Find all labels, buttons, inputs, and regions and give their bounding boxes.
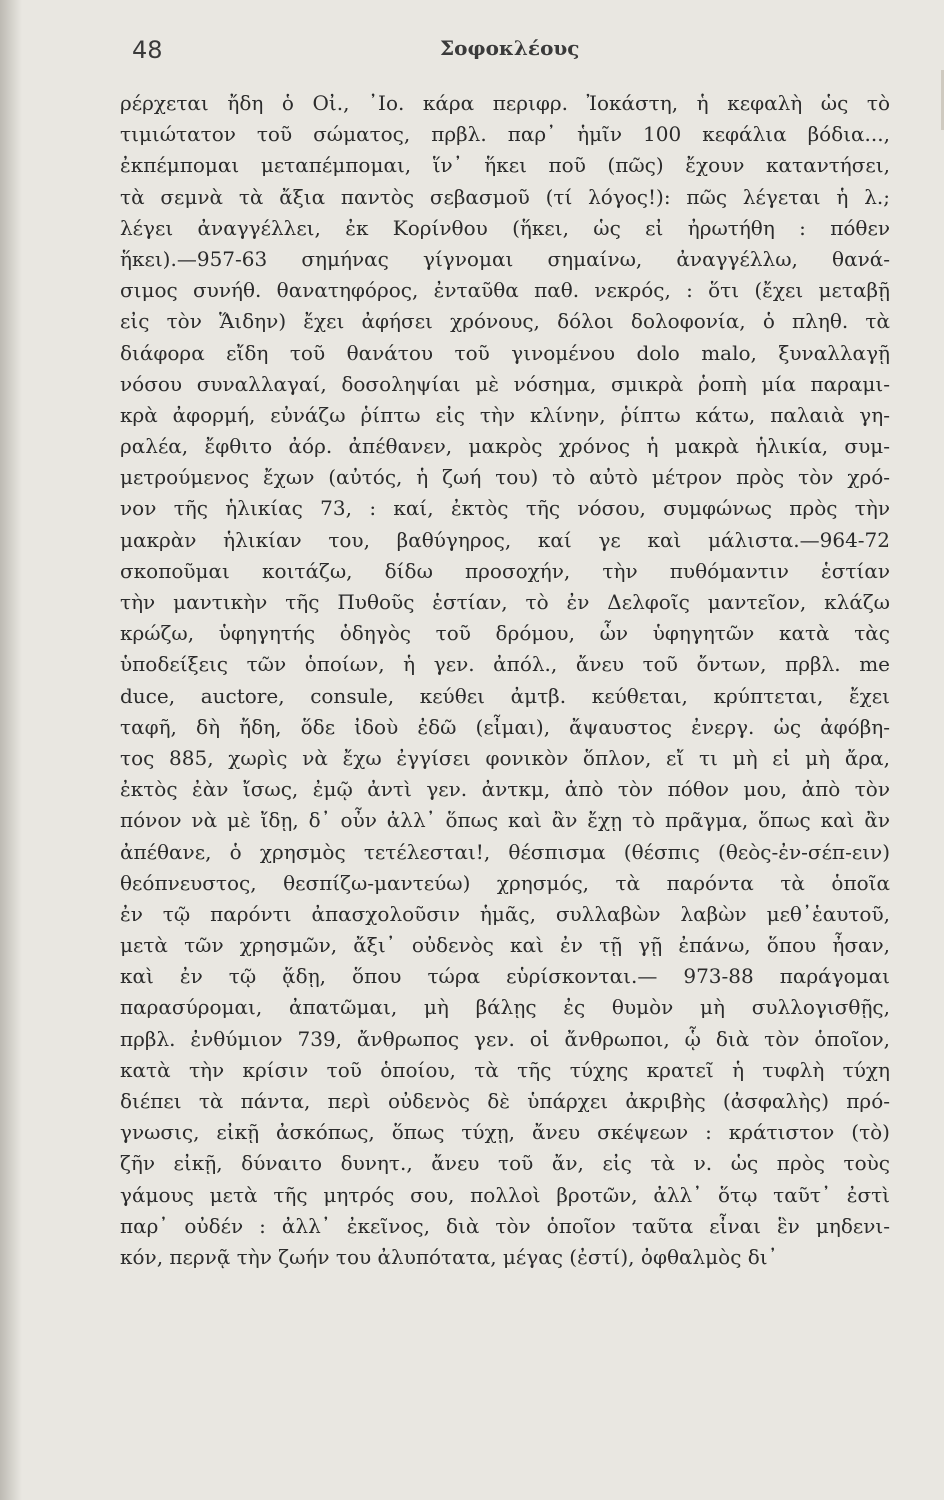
text-line: διάφορα εἴδη τοῦ θανάτου τοῦ γινομένου dolo malo, ξυναλλαγῇ: [120, 340, 890, 365]
text-line: κατὰ τὴν κρίσιν τοῦ ὁποίου, τὰ τῆς τύχης κρατεῖ ἡ τυφλὴ τύχη: [120, 1057, 890, 1082]
text-line: νόσου συναλλαγαί, δοσοληψίαι μὲ νόσημα, σμικρὰ ῥοπὴ μία παραμι-: [120, 371, 890, 396]
text-line: κρὰ ἀφορμή, εὐνάζω ῥίπτω εἰς τὴν κλίνην, ῥίπτω κάτω, παλαιὰ γη-: [120, 402, 890, 427]
text-line: σκοποῦμαι κοιτάζω, δίδω προσοχήν, τὴν πυθόμαντιν ἑστίαν: [120, 558, 890, 583]
text-line: σιμος συνήθ. θανατηφόρος, ἐνταῦθα παθ. νεκρός, : ὅτι (ἔχει μεταβῇ: [120, 278, 890, 303]
text-line: duce, auctore, consule, κεύθει ἀμτβ. κεύθεται, κρύπτεται, ἔχει: [120, 683, 890, 708]
text-line: νον τῆς ἡλικίας 73, : καί, ἐκτὸς τῆς νόσου, συμφώνως πρὸς τὴν: [120, 496, 890, 521]
text-line: ἐκτὸς ἐὰν ἴσως, ἐμῷ ἀντὶ γεν. ἀντκμ, ἀπὸ τὸν πόθον μου, ἀπὸ τὸν: [120, 777, 890, 802]
text-line: πόνον νὰ μὲ ἴδῃ, δ᾽ οὖν ἀλλ᾽ ὅπως καὶ ἂν ἔχῃ τὸ πρᾶγμα, ὅπως καὶ ἂν: [120, 808, 890, 833]
text-line: τὴν μαντικὴν τῆς Πυθοῦς ἑστίαν, τὸ ἐν Δελφοῖς μαντεῖον, κλάζω: [120, 590, 890, 614]
text-line: μακρὰν ἡλικίαν του, βαθύγηρος, καί γε καὶ μάλιστα.—964-72: [120, 527, 890, 552]
text-line: ραλέα, ἔφθιτο ἀόρ. ἀπέθανεν, μακρὸς χρόνος ἡ μακρὰ ἡλικία, συμ-: [120, 434, 890, 459]
text-line: μετὰ τῶν χρησμῶν, ἄξι᾽ οὐδενὸς καὶ ἐν τῇ γῇ ἐπάνω, ὅπου ἦσαν,: [120, 933, 890, 958]
text-line: ἐν τῷ παρόντι ἀπασχολοῦσιν ἡμᾶς, συλλαβὼν λαβὼν μεθ᾽ἑαυτοῦ,: [120, 901, 890, 926]
text-line: ὑποδείξεις τῶν ὁποίων, ἡ γεν. ἀπόλ., ἄνευ τοῦ ὄντων, πρβλ. me: [120, 652, 890, 677]
text-line: παρ᾽ οὐδέν : ἀλλ᾽ ἐκεῖνος, διὰ τὸν ὁποῖον ταῦτα εἶναι ἓν μηδενι-: [120, 1213, 890, 1238]
text-line: τιμιώτατον τοῦ σώματος, πρβλ. παρ᾽ ἡμῖν 100 κεφάλια βόδια...,: [120, 122, 890, 147]
text-line: ταφῆ, δὴ ἤδη, ὅδε ἰδοὺ ἐδῶ (εἶμαι), ἄψαυστος ἐνεργ. ὡς ἀφόβη-: [120, 714, 890, 739]
text-line: διέπει τὰ πάντα, περὶ οὐδενὸς δὲ ὑπάρχει ἀκριβὴς (ἀσφαλὴς) πρό-: [120, 1089, 890, 1113]
text-line: εἰς τὸν Ἅιδην) ἔχει ἀφήσει χρόνους, δόλοι δολοφονία, ὁ πληθ. τὰ: [120, 309, 890, 334]
text-line: θεόπνευστος, θεσπίζω-μαντεύω) χρησμός, τὰ παρόντα τὰ ὁποῖα: [120, 870, 890, 895]
text-line: κόν, περνᾷ τὴν ζωήν του ἀλυπότατα, μέγας (ἐστί), ὀφθαλμὸς δι᾽: [120, 1244, 778, 1269]
text-line: τος 885, χωρὶς νὰ ἔχω ἐγγίσει φονικὸν ὅπλον, εἴ τι μὴ εἰ μὴ ἄρα,: [120, 745, 890, 770]
page-number: 48: [132, 36, 163, 64]
page-gutter-shadow: [0, 0, 22, 1500]
text-line: τὰ σεμνὰ τὰ ἄξια παντὸς σεβασμοῦ (τί λόγος!): πῶς λέγεται ἡ λ.;: [120, 184, 890, 209]
running-head: Σοφοκλέους: [440, 36, 580, 60]
text-line: λέγει ἀναγγέλλει, ἐκ Κορίνθου (ἥκει, ὡς εἰ ἠρωτήθη : πόθεν: [120, 215, 890, 240]
text-line: ἀπέθανε, ὁ χρησμὸς τετέλεσται!, θέσπισμα (θέσπις (θεὸς-ἐν-σέπ-ειν): [120, 839, 890, 864]
text-line: ζῆν εἰκῇ, δύναιτο δυνητ., ἄνευ τοῦ ἄν, εἰς τὰ ν. ὡς πρὸς τοὺς: [120, 1151, 890, 1176]
text-line: κρώζω, ὑφηγητής ὁδηγὸς τοῦ δρόμου, ὧν ὑφηγητῶν κατὰ τὰς: [120, 621, 890, 646]
text-line: γάμους μετὰ τῆς μητρός σου, πολλοὶ βροτῶν, ἀλλ᾽ ὅτῳ ταῦτ᾽ ἐστὶ: [120, 1182, 890, 1207]
commentary-text-block: [120, 88, 890, 1273]
text-line: ἐκπέμπομαι μεταπέμπομαι, ἵν᾽ ἥκει ποῦ (πῶς) ἔχουν καταντήσει,: [120, 153, 890, 178]
text-line: γνωσις, εἰκῇ ἀσκόπως, ὅπως τύχῃ, ἄνευ σκέψεων : κράτιστον (τὸ): [120, 1120, 890, 1145]
text-line: πρβλ. ἐνθύμιον 739, ἄνθρωπος γεν. οἱ ἄνθρωποι, ᾧ διὰ τὸν ὁποῖον,: [120, 1026, 890, 1051]
text-line: μετρούμενος ἔχων (αὐτός, ἡ ζωή του) τὸ αὐτὸ μέτρον πρὸς τὸν χρό-: [120, 465, 890, 490]
text-line: παρασύρομαι, ἀπατῶμαι, μὴ βάλῃς ἐς θυμὸν μὴ συλλογισθῇς,: [120, 995, 890, 1020]
text-line: ἥκει).—957-63 σημήνας γίγνομαι σημαίνω, ἀναγγέλλω, θανά-: [120, 246, 890, 271]
text-line: καὶ ἐν τῷ ᾅδῃ, ὅπου τώρα εὑρίσκονται.— 973-88 παράγομαι: [120, 964, 890, 989]
text-line: ρέρχεται ἤδη ὁ Οἰ., ᾽Ιο. κάρα περιφρ. Ἰοκάστη, ἡ κεφαλὴ ὡς τὸ: [120, 91, 890, 115]
